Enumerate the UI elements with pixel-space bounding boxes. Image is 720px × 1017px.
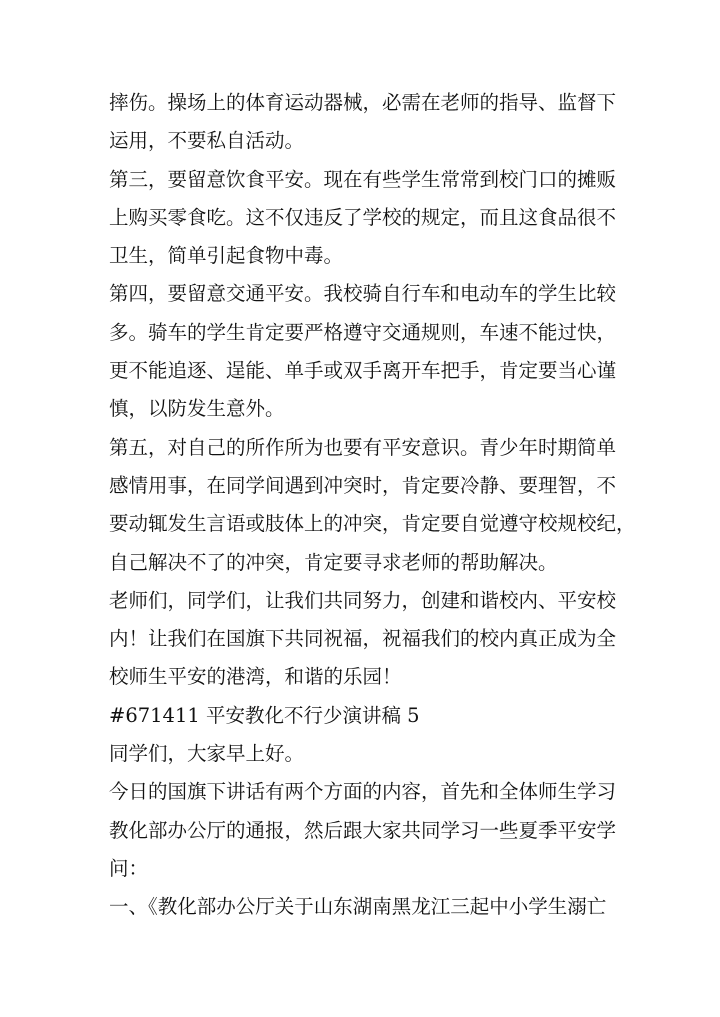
text-line: 卫生，简单引起食物中毒。 (109, 244, 344, 268)
text-line: 更不能追逐、逞能、单手或双手离开车把手，肯定要当心谨 (109, 359, 617, 383)
text-line: 问： (109, 856, 149, 880)
text-line: 教化部办公厅的通报，然后跟大家共同学习一些夏季平安学 (109, 818, 617, 842)
text-line: 多。骑车的学生肯定要严格遵守交通规则，车速不能过快， (109, 320, 617, 344)
text-line: 老师们，同学们，让我们共同努力，创建和谐校内、平安校 (109, 588, 617, 612)
text-line: 感情用事，在同学间遇到冲突时，肯定要冷静、要理智，不 (109, 473, 617, 497)
text-line: 今日的国旗下讲话有两个方面的内容，首先和全体师生学习 (109, 780, 617, 804)
text-line: 一、《教化部办公厅关于山东湖南黑龙江三起中小学生溺亡 (109, 895, 607, 919)
text-line: 自己解决不了的冲突，肯定要寻求老师的帮助解决。 (109, 550, 558, 574)
text-line: 内！让我们在国旗下共同祝福，祝福我们的校内真正成为全 (109, 627, 617, 651)
document-body (109, 84, 636, 927)
text-line: 慎，以防发生意外。 (109, 397, 285, 421)
text-line: 上购买零食吃。这不仅违反了学校的规定，而且这食品很不 (109, 205, 617, 229)
section-heading: #671411 平安教化不行少演讲稿 5 (109, 703, 420, 727)
text-line: 校师生平安的港湾，和谐的乐园！ (109, 665, 402, 689)
text-line: 第四，要留意交通平安。我校骑自行车和电动车的学生比较 (109, 282, 617, 306)
text-line: 运用，不要私自活动。 (109, 129, 305, 153)
text-line: 要动辄发生言语或肢体上的冲突，肯定要自觉遵守校规校纪， (109, 512, 636, 536)
text-line: 第五，对自己的所作所为也要有平安意识。青少年时期简单 (109, 435, 617, 459)
text-line: 第三，要留意饮食平安。现在有些学生常常到校门口的摊贩 (109, 167, 617, 191)
text-line: 同学们，大家早上好。 (109, 742, 305, 766)
text-line: 摔伤。操场上的体育运动器械，必需在老师的指导、监督下 (109, 91, 617, 114)
